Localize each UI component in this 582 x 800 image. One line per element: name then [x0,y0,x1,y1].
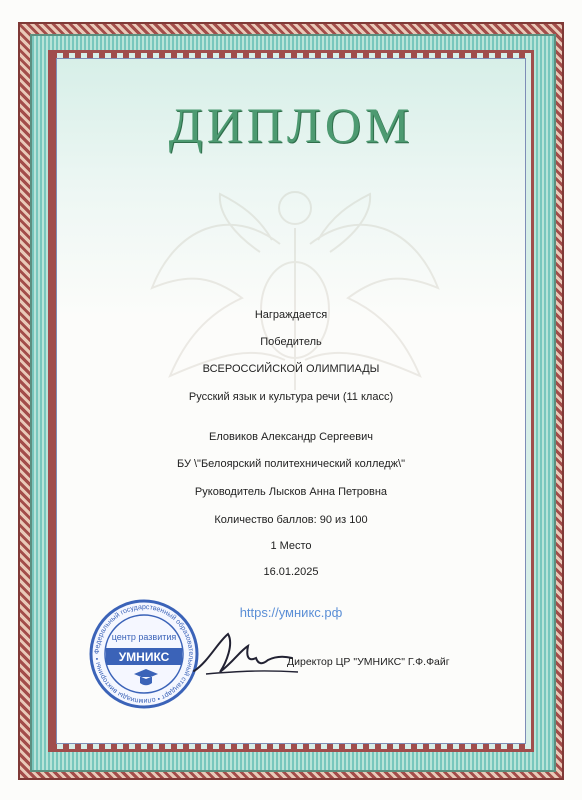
supervisor-text: Руководитель Лысков Анна Петровна [194,486,388,498]
status-text: Победитель [260,336,322,348]
website-link[interactable]: https://умникс.рф [239,605,343,620]
director-signature-icon [190,626,300,682]
diploma-title: ДИПЛОМ [168,97,414,153]
subject-text: Русский язык и культура речи (11 класс) [188,391,394,403]
awarded-text: Награждается [254,309,328,321]
olympiad-text: ВСЕРОССИЙСКОЙ ОЛИМПИАДЫ [202,363,380,375]
place-text: 1 Место [270,540,312,552]
seal-ring-text: Федеральный государственный образовательный стандарт • олимпиады викторины • [93,603,195,705]
seal-center-brand: УМНИКС [118,650,170,664]
date-text: 16.01.2025 [263,566,319,578]
umniks-seal-icon [88,598,200,710]
double-eagle-watermark-icon [140,170,450,420]
seal-center-caption: центр развития [111,632,177,642]
director-line: Директор ЦР "УМНИКС" Г.Ф.Файг [287,656,450,668]
participant-name: Еловиков Александр Сергеевич [209,431,373,443]
score-text: Количество баллов: 90 из 100 [214,514,368,526]
institution-text: БУ \"Белоярский политехнический колледж\" [176,458,405,470]
